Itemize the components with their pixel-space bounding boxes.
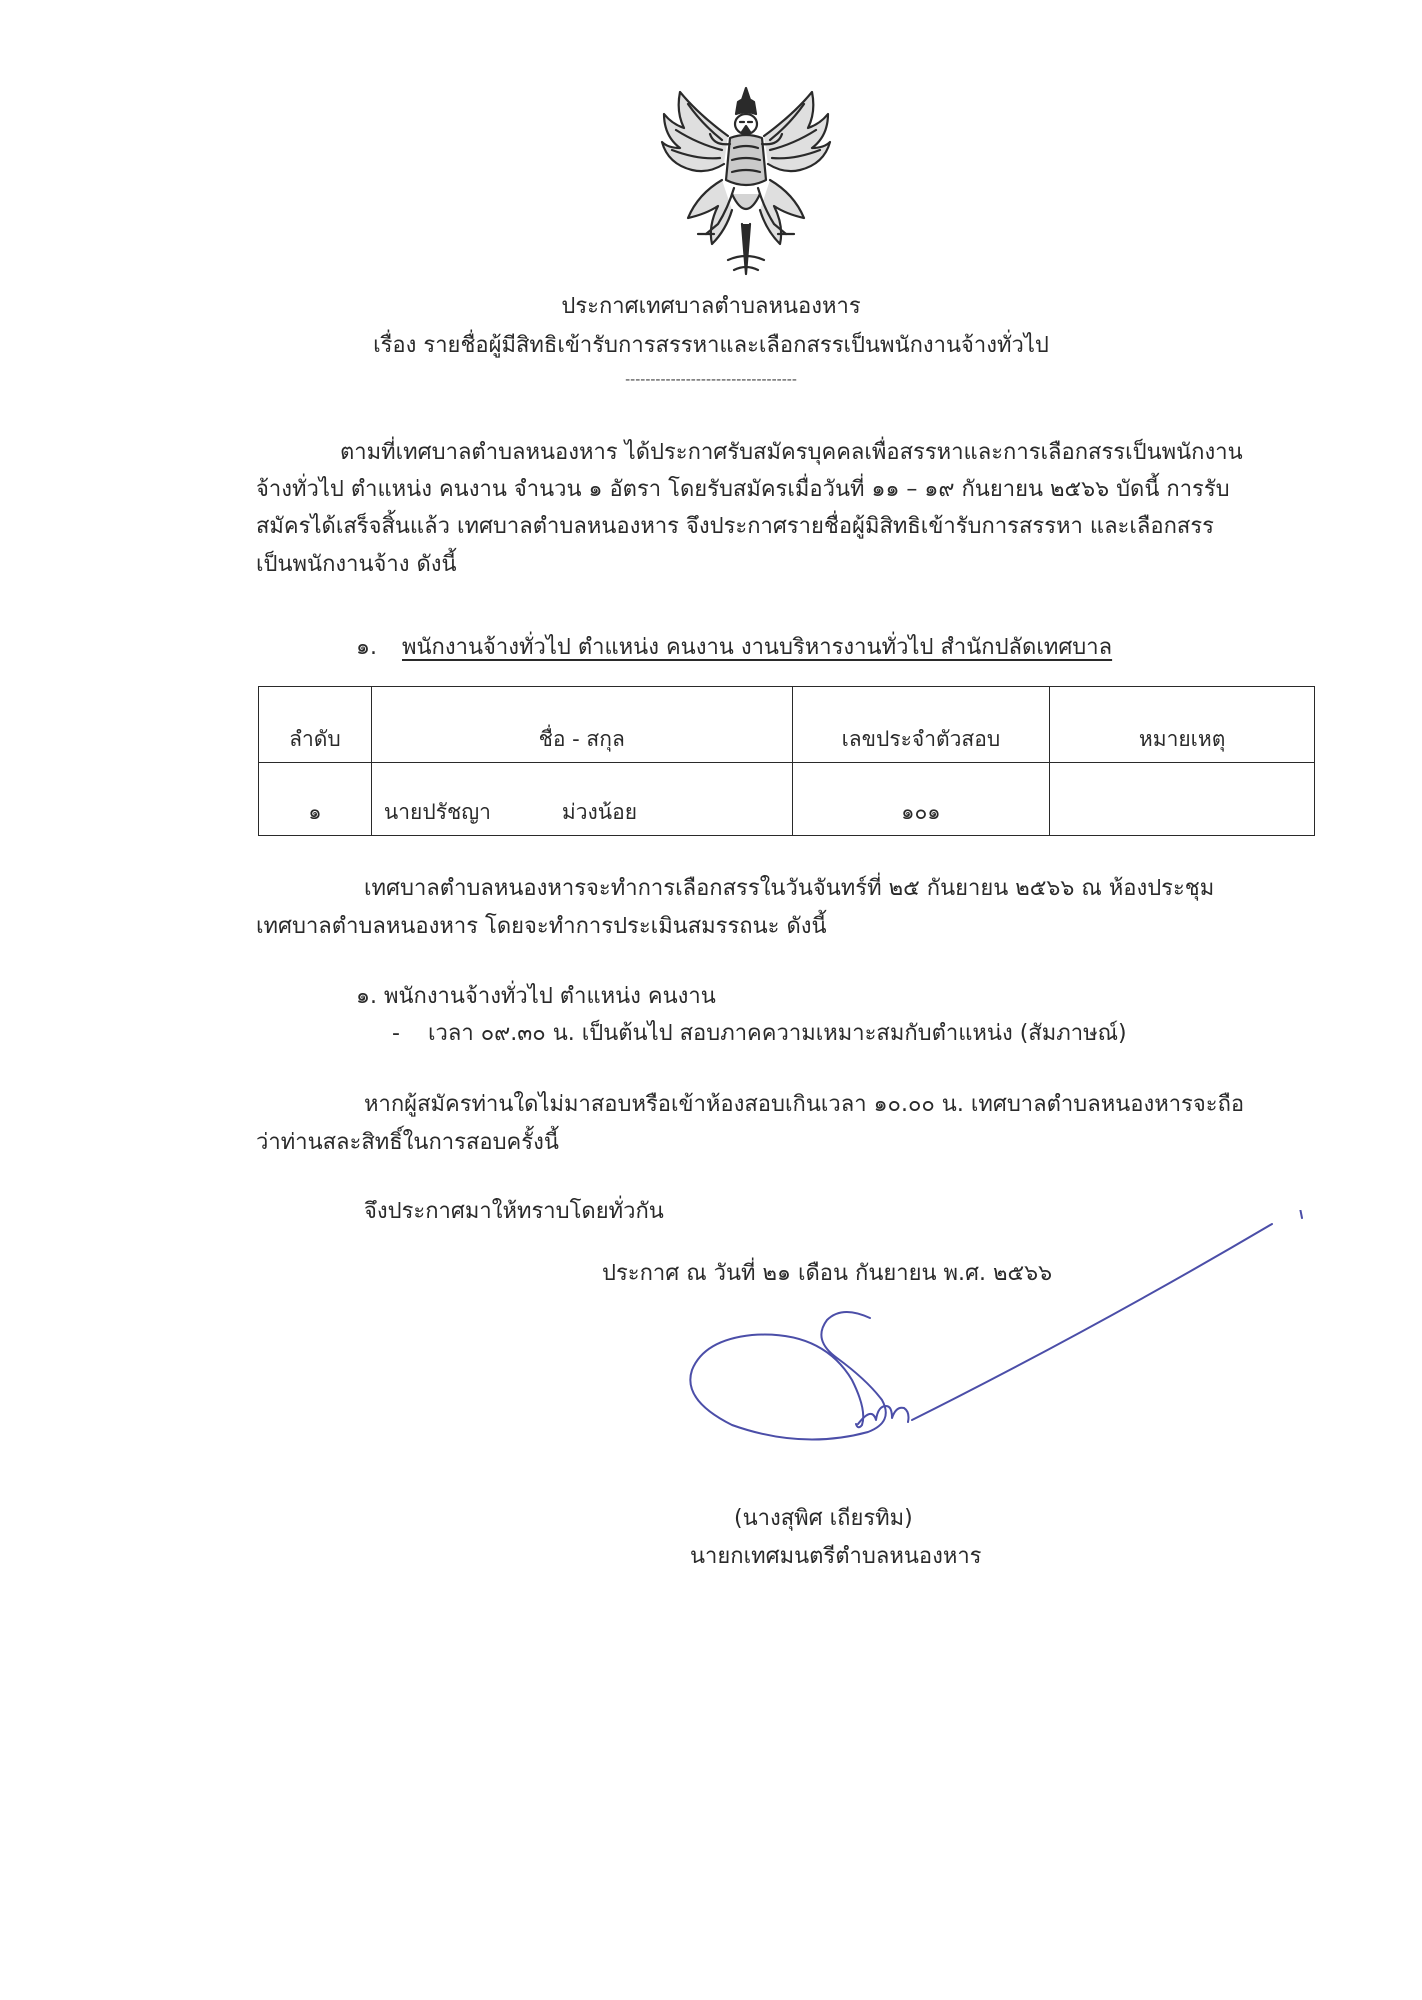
cell-name — [371, 763, 792, 836]
header-remark: หมายเหตุ — [1050, 687, 1315, 763]
header-order: ลำดับ — [259, 687, 372, 763]
garuda-emblem-icon — [658, 84, 834, 280]
intro-line-2: จ้างทั่วไป ตำแหน่ง คนงาน จำนวน ๑ อัตรา โดยรับสมัครเมื่อวันที่ ๑๑ – ๑๙ กันยายน ๒๕๖๖ บัดนี้ การรับ — [256, 477, 1230, 502]
signatory-position: นายกเทศมนตรีตำบลหนองหาร — [690, 1544, 982, 1569]
cell-last-name: ม่วงน้อย — [561, 800, 638, 824]
cell-first-name: นายปรัชญา — [383, 800, 491, 824]
signatory-name: (นางสุพิศ เถียรทิม) — [734, 1506, 913, 1531]
header-exam-id: เลขประจำตัวสอบ — [792, 687, 1050, 763]
cell-exam-id: ๑๐๑ — [792, 763, 1050, 836]
announcement-title: ประกาศเทศบาลตำบลหนองหาร — [561, 294, 861, 319]
warning-line-2: ว่าท่านสละสิทธิ์ในการสอบครั้งนี้ — [256, 1130, 559, 1155]
selection-line-1: เทศบาลตำบลหนองหารจะทำการเลือกสรรในวันจันทร์ที่ ๒๕ กันยายน ๒๕๖๖ ณ ห้องประชุม — [364, 876, 1215, 901]
warning-line-1: หากผู้สมัครท่านใดไม่มาสอบหรือเข้าห้องสอบเกินเวลา ๑๐.๐๐ น. เทศบาลตำบลหนองหารจะถือ — [364, 1092, 1245, 1117]
cell-remark — [1050, 763, 1315, 836]
intro-line-4: เป็นพนักงานจ้าง ดังนี้ — [256, 552, 457, 577]
candidate-table — [258, 686, 1315, 836]
closing-announce: จึงประกาศมาให้ทราบโดยทั่วกัน — [364, 1199, 664, 1224]
intro-line-1: ตามที่เทศบาลตำบลหนองหาร ได้ประกาศรับสมัครบุคคลเพื่อสรรหาและการเลือกสรรเป็นพนักงาน — [340, 440, 1243, 465]
table-row — [259, 763, 1315, 836]
cell-order: ๑ — [259, 763, 372, 836]
handwritten-signature — [672, 1210, 1322, 1510]
header-name: ชื่อ - สกุล — [371, 687, 792, 763]
section-number: ๑. — [356, 635, 377, 660]
assessment-detail: เวลา ๐๙.๓๐ น. เป็นต้นไป สอบภาคความเหมาะสมกับตำแหน่ง (สัมภาษณ์) — [428, 1021, 1127, 1046]
announcement-subject: เรื่อง รายชื่อผู้มีสิทธิเข้ารับการสรรหาและเลือกสรรเป็นพนักงานจ้างทั่วไป — [373, 333, 1049, 358]
title-divider: ---------------------------------- — [625, 372, 797, 388]
assessment-bullet: - — [392, 1021, 400, 1046]
selection-line-2: เทศบาลตำบลหนองหาร โดยจะทำการประเมินสมรรถนะ ดังนี้ — [256, 914, 827, 939]
assessment-item: ๑. พนักงานจ้างทั่วไป ตำแหน่ง คนงาน — [356, 984, 716, 1009]
intro-line-3: สมัครได้เสร็จสิ้นแล้ว เทศบาลตำบลหนองหาร จึงประกาศรายชื่อผู้มิสิทธิเข้ารับการสรรหา และเลือกสรร — [256, 514, 1214, 539]
announcement-date: ประกาศ ณ วันที่ ๒๑ เดือน กันยายน พ.ศ. ๒๕๖๖ — [602, 1261, 1053, 1286]
section-heading: พนักงานจ้างทั่วไป ตำแหน่ง คนงาน งานบริหารงานทั่วไป สำนักปลัดเทศบาล — [402, 635, 1113, 660]
table-header-row — [259, 687, 1315, 763]
